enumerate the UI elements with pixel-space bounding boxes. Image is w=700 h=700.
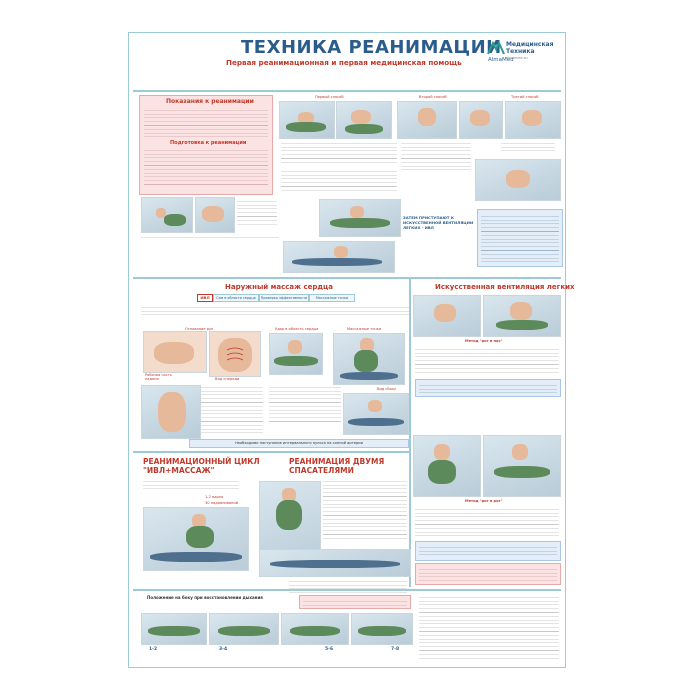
recovery-image-4 [351, 613, 413, 645]
logo-line1: Медицинская [506, 41, 554, 48]
massage-tab-points[interactable]: Массажные точки [309, 294, 355, 302]
recovery-image-3 [281, 613, 349, 645]
mouth-note [419, 545, 557, 557]
cycle-image [143, 507, 249, 571]
cycle-step2: 30 надавливаний [205, 501, 239, 505]
cap-hand: Основание рук [185, 327, 214, 331]
method-mouth: Метод "рот в рот" [465, 499, 503, 503]
way-second-image-1 [397, 101, 457, 139]
mouth-note-box [415, 541, 561, 561]
logo [487, 39, 565, 69]
prep-caption [237, 199, 277, 227]
recovery-instructions [419, 595, 559, 661]
divider-2 [133, 451, 409, 453]
ventilation-start-box [477, 209, 563, 267]
way-first-text [281, 141, 397, 163]
cycle-title: РЕАНИМАЦИОННЫЙ ЦИКЛ "ИВЛ+МАССАЖ" [143, 457, 260, 475]
recovery-note-box [299, 595, 411, 609]
way-second-label: Второй способ [419, 95, 447, 99]
method-nose: Метод "рот в нос" [465, 339, 503, 343]
way-third-text [501, 141, 555, 153]
recovery-note [303, 599, 407, 606]
ventilation-title: Искусственная вентиляция легких [435, 283, 575, 291]
massage-tab-check[interactable]: Проверка эффективности [260, 296, 308, 300]
logo-mark-icon [487, 41, 505, 55]
poster [128, 32, 575, 668]
nose-image-2 [483, 295, 561, 337]
recovery-step-3: 5-6 [325, 647, 334, 652]
divider-1 [133, 277, 561, 279]
ribs-icon [225, 346, 245, 366]
massage-points-image [333, 333, 405, 385]
two-rescuers-text-2 [289, 579, 407, 593]
hand-image [143, 331, 207, 373]
side-view-image [343, 393, 409, 435]
recovery-image-2 [209, 613, 279, 645]
logo-brand: AlmaMed [488, 57, 514, 63]
way-second-text [401, 141, 471, 171]
way-third-image-1 [505, 101, 561, 139]
way-second-image-2 [459, 101, 503, 139]
heart-punch-image [269, 333, 323, 375]
way-third-image-2 [475, 159, 561, 201]
massage-tab-heart[interactable]: Сам в области сердца [213, 294, 259, 302]
nose-image-1 [413, 295, 481, 337]
mouth-text [415, 507, 559, 537]
recovery-image-1 [141, 613, 207, 645]
massage-intro [141, 305, 409, 317]
cap-points: Массажные точки [347, 327, 382, 331]
massage-text-2 [269, 385, 341, 425]
way-third-label: Третий способ [511, 95, 539, 99]
recovery-title: Положение на боку при восстановлении дыхания [147, 595, 263, 600]
chest-image [209, 331, 261, 377]
divider-3 [133, 589, 561, 591]
way-first-image-1 [279, 101, 335, 139]
massage-title: Наружный массаж сердца [225, 283, 333, 291]
cycle-step1: 1-2 вдоха [205, 495, 224, 499]
cap-heart: Удар в область сердца [275, 327, 319, 331]
nose-note [419, 383, 557, 393]
chest-front-image [141, 385, 201, 439]
massage-text-1 [201, 385, 263, 435]
mouth-image-2 [483, 435, 561, 497]
two-rescuers-image-2 [259, 549, 411, 577]
cycle-text [143, 479, 239, 489]
logo-site: almamed.su [506, 56, 528, 60]
recovery-step-2: 3-4 [219, 647, 228, 652]
cap-side: Вид сбоку [377, 387, 397, 391]
cap-place: Рабочая часть ладони [145, 373, 172, 381]
prep-title: Подготовка к реанимации [170, 140, 247, 146]
ventilation-start-note: ЗАТЕМ ПРИСТУПАЮТ К ИСКУССТВЕННОЙ ВЕНТИЛЯЦИИ ЛЕГКИХ - ИВЛ [403, 215, 474, 230]
page-subtitle: Первая реанимационная и первая медицинская помощь [226, 58, 462, 67]
prep-footnote [141, 235, 279, 241]
two-rescuers-text [323, 479, 407, 539]
indications-text [144, 108, 268, 138]
way-first-image-4 [283, 241, 395, 273]
way-first-label: Первый способ [315, 95, 344, 99]
indications-title: Показания к реанимации [166, 98, 254, 105]
way-first-text-2 [281, 169, 397, 191]
way-first-image-3 [319, 199, 401, 237]
recovery-step-4: 7-8 [391, 647, 400, 652]
way-first-image-2 [336, 101, 392, 139]
prep-image-2 [195, 197, 235, 233]
logo-line2: Техника [506, 48, 535, 55]
massage-note: Необходимо наступание интервального пульса на сонной артерии [235, 441, 363, 445]
prep-image-1 [141, 197, 193, 233]
ventilation-warning [419, 567, 557, 581]
page-title: ТЕХНИКА РЕАНИМАЦИИ [241, 37, 502, 58]
divider-vertical [409, 279, 411, 587]
ventilation-start-text [481, 214, 559, 262]
massage-note-box [189, 439, 409, 448]
mouth-image-1 [413, 435, 481, 497]
nose-text [415, 347, 559, 375]
two-rescuers-title: РЕАНИМАЦИЯ ДВУМЯ СПАСАТЕЛЯМИ [289, 457, 385, 475]
massage-tab-ivl[interactable]: ИВЛ [197, 294, 213, 302]
cap-chest: Вид спереди [215, 377, 240, 381]
recovery-step-1: 1-2 [149, 647, 158, 652]
header-divider [133, 90, 561, 92]
prep-text [144, 148, 268, 188]
indications-box [139, 95, 273, 195]
ventilation-warning-box [415, 563, 561, 585]
nose-note-box [415, 379, 561, 397]
